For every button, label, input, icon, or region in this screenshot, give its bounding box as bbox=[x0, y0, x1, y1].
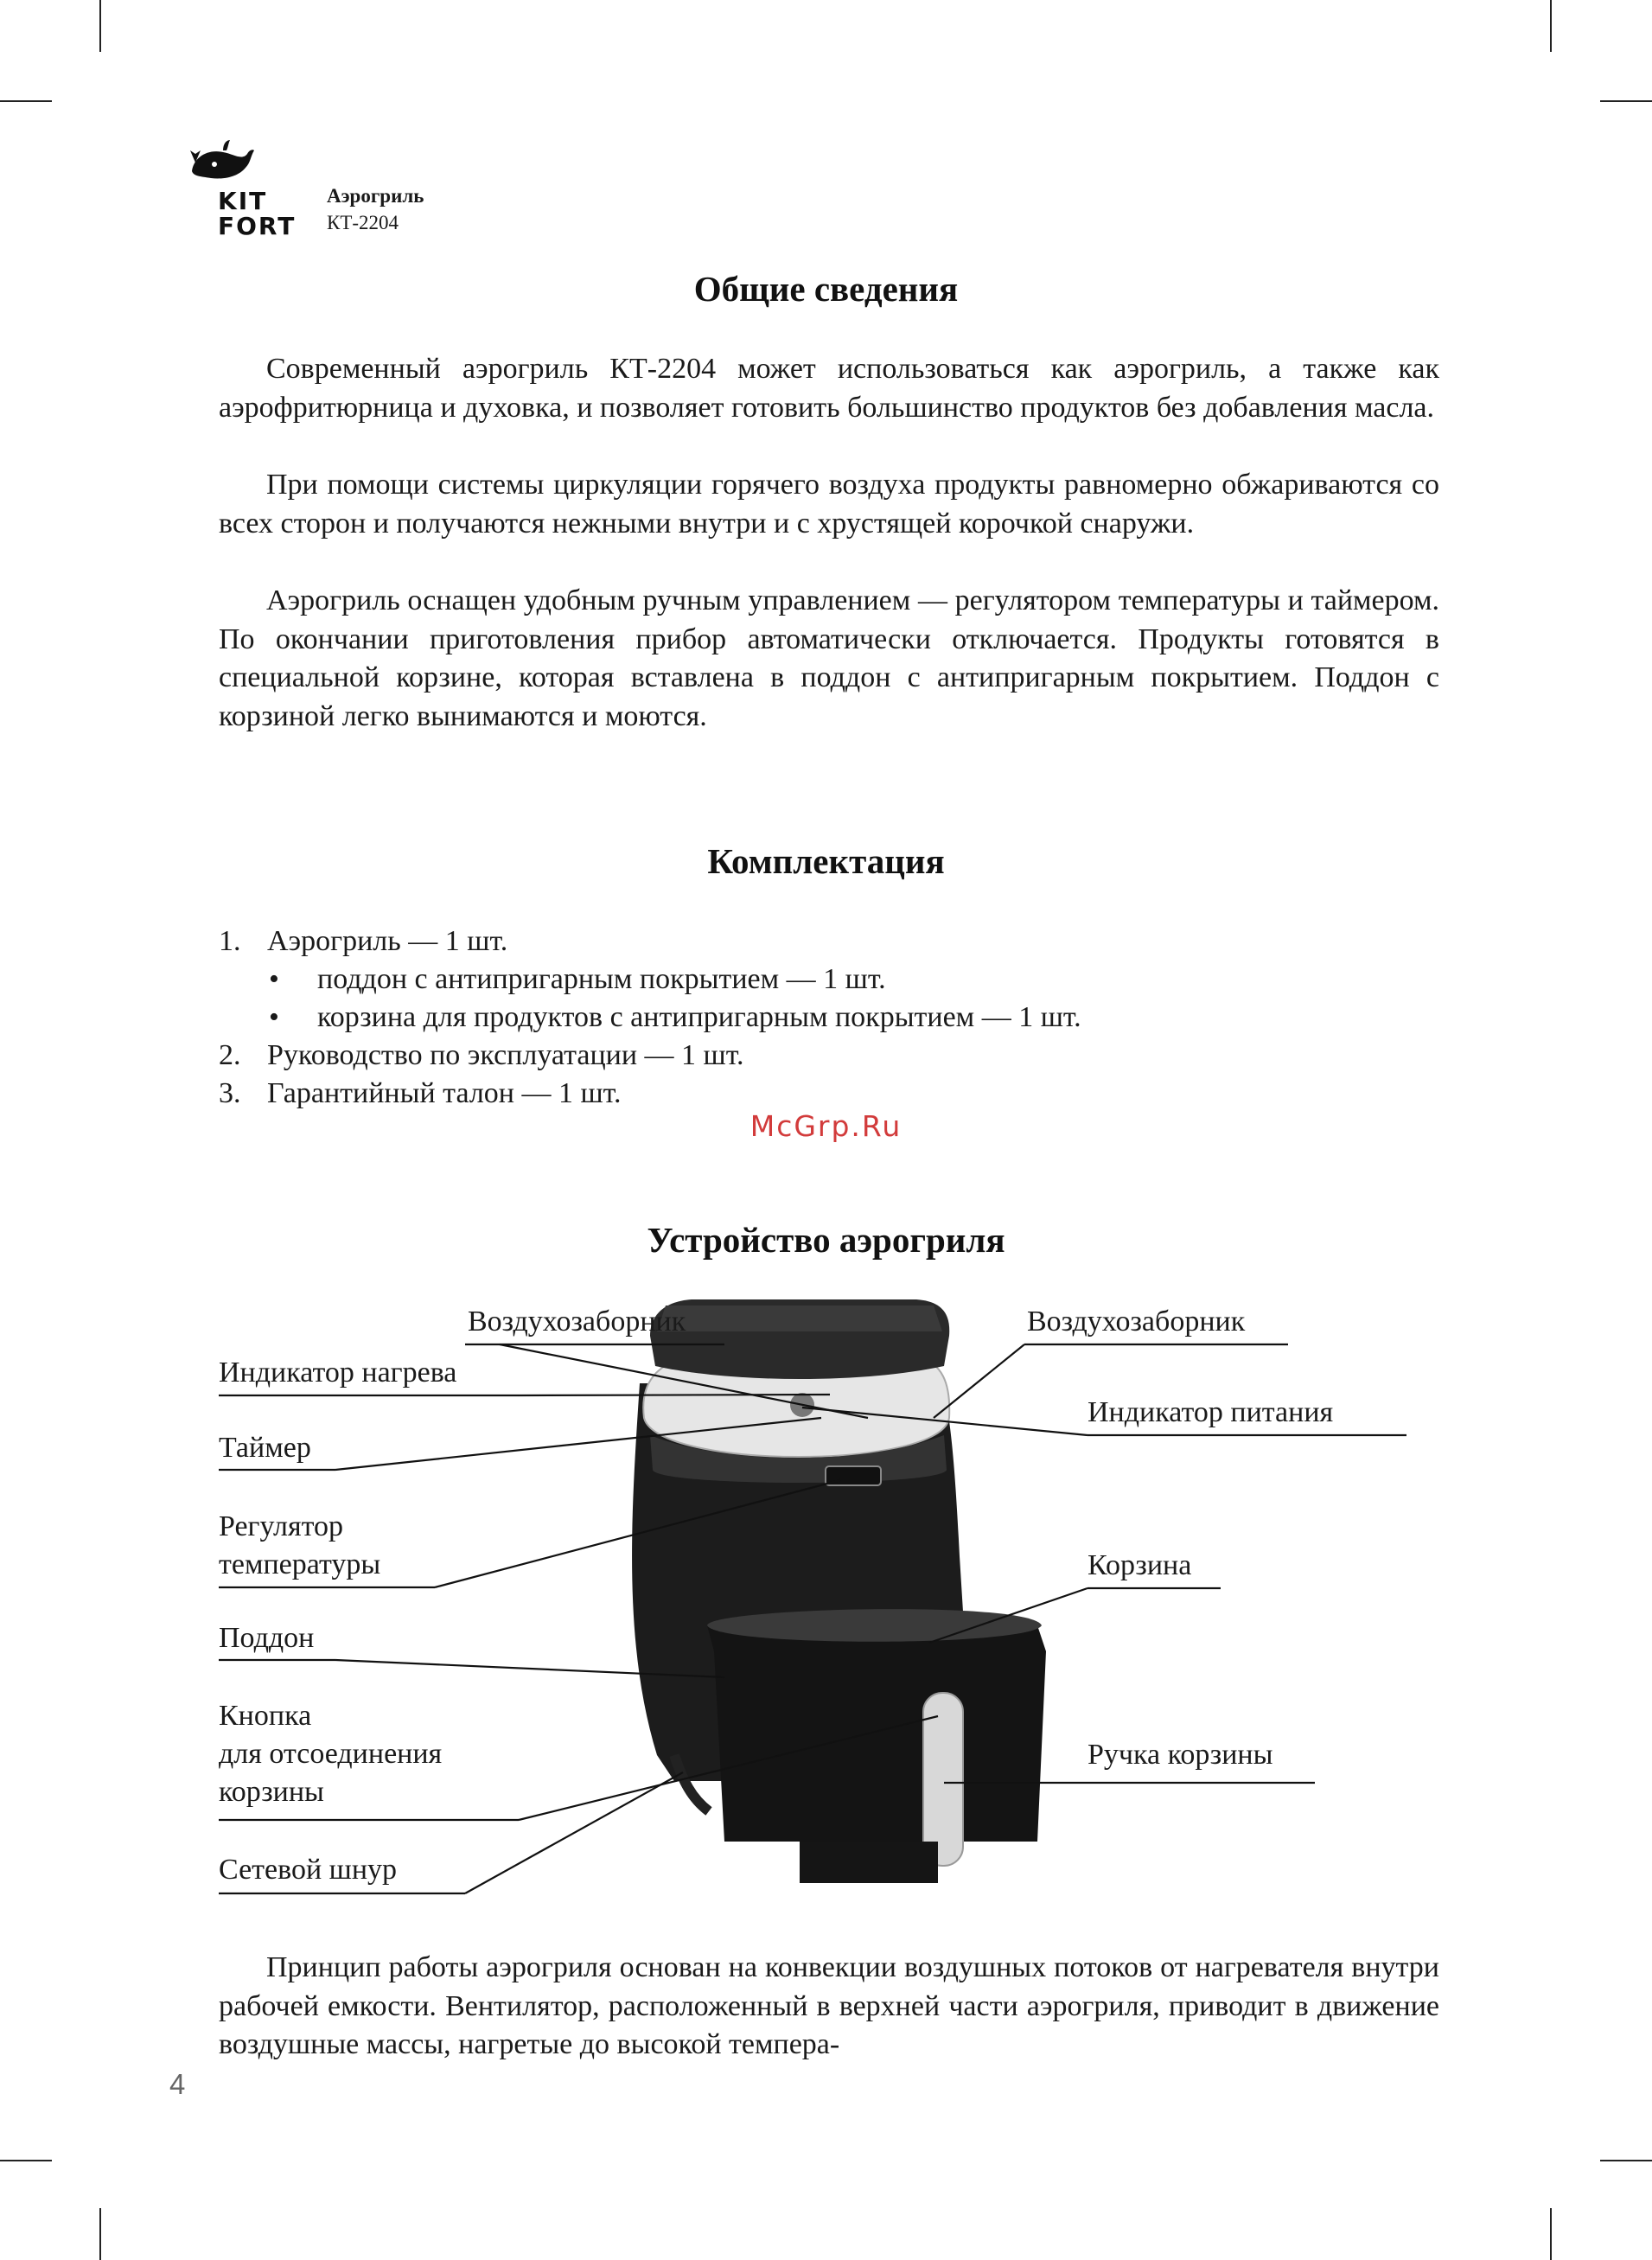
label-air-intake-left: Воздухозаборник bbox=[468, 1306, 686, 1337]
list-item: 3. Гарантийный талон — 1 шт. bbox=[219, 1077, 622, 1109]
label-pan: Поддон bbox=[219, 1622, 315, 1654]
section-title-device: Устройство аэрогриля bbox=[647, 1220, 1005, 1260]
brand-name: KIT FORT bbox=[218, 187, 297, 240]
label-power-cord: Сетевой шнур bbox=[219, 1854, 398, 1886]
list-item: • поддон с антипригарным покрытием — 1 шт. bbox=[269, 963, 886, 995]
label-release-button: Кнопка для отсоединения корзины bbox=[219, 1700, 443, 1808]
list-item: • корзина для продуктов с антипригарным покрытием — 1 шт. bbox=[269, 1001, 1081, 1033]
label-basket-handle: Ручка корзины bbox=[1088, 1739, 1273, 1771]
label-timer: Таймер bbox=[219, 1432, 311, 1464]
paragraph-general-2: При помощи системы циркуляции горячего воздуха продукты равномерно обжариваются со всех сторон и получаются нежными внутри и с хрустящей корочкой снаружи. bbox=[219, 469, 1439, 539]
section-title-general: Общие сведения bbox=[693, 269, 959, 309]
label-power-indicator: Индикатор питания bbox=[1088, 1396, 1334, 1428]
page-number: 4 bbox=[169, 2068, 186, 2100]
section-title-contents: Комплектация bbox=[707, 841, 945, 881]
paragraph-principle: Принцип работы аэрогриля основан на конвекции воздушных потоков от нагревателя внутри рабочей емкости. Вентилятор, расположенный в верхней части аэрогриля, приводит в движение воздушные массы, нагретые до высокой темпера- bbox=[219, 1951, 1439, 2060]
airfryer-illustration bbox=[632, 1299, 1046, 1883]
list-item: 2. Руководство по эксплуатации — 1 шт. bbox=[219, 1039, 744, 1071]
label-temp-regulator: Регулятор температуры bbox=[219, 1510, 381, 1580]
label-air-intake-right: Воздухозаборник bbox=[1027, 1306, 1246, 1337]
model-number: КТ-2204 bbox=[327, 212, 399, 233]
watermark: McGrp.Ru bbox=[749, 1109, 903, 1143]
paragraph-general-3: Аэрогриль оснащен удобным ручным управлением — регулятором температуры и таймером. По окончании приготовления прибор автоматически отключается. Продукты готовятся в специальной корзине, которая вставлена в поддон с антипригарным покрытием. Поддон с корзиной легко вынимаются и моются. bbox=[219, 584, 1439, 732]
list-item: 1. Аэрогриль — 1 шт. bbox=[219, 925, 508, 957]
paragraph-general-1: Современный аэрогриль КТ-2204 может использоваться как аэрогриль, а также как аэрофритюрница и духовка, и позволяет готовить большинство продуктов без добавления масла. bbox=[219, 353, 1439, 424]
product-name: Аэрогриль bbox=[327, 185, 424, 207]
label-basket: Корзина bbox=[1088, 1549, 1192, 1581]
label-heat-indicator: Индикатор нагрева bbox=[219, 1357, 457, 1389]
